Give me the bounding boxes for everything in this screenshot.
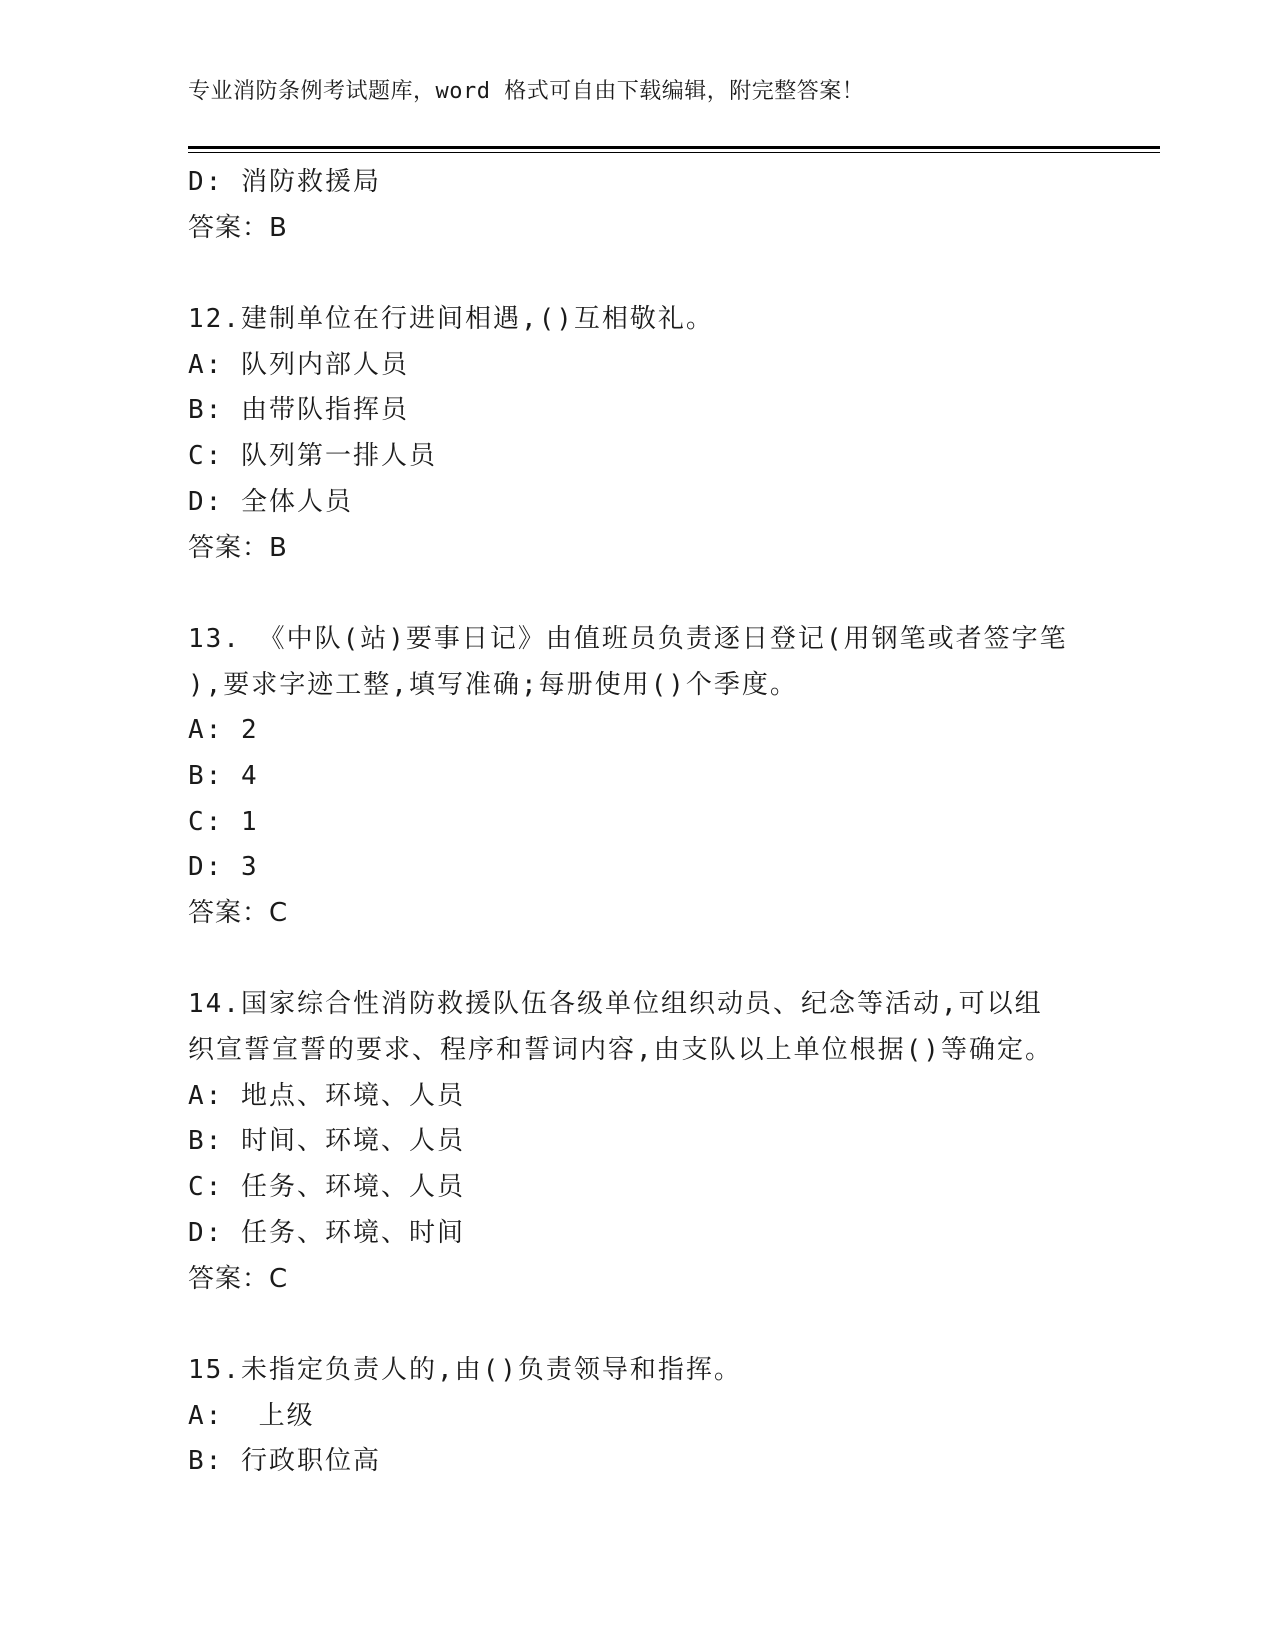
answer-line: 答案：C — [188, 1263, 289, 1294]
option-d: D: 任务、环境、时间 — [188, 1217, 465, 1248]
option-d: D: 全体人员 — [188, 486, 353, 517]
option-b: B: 行政职位高 — [188, 1446, 381, 1477]
question-stem: 12.建制单位在行进间相遇,()互相敬礼。 — [188, 304, 714, 335]
option-a: A: 地点、环境、人员 — [188, 1080, 465, 1111]
question-stem: 14.国家综合性消防救援队伍各级单位组织动员、纪念等活动,可以组 — [188, 989, 1043, 1020]
answer-line: 答案：B — [188, 212, 288, 243]
option-c: C: 1 — [188, 806, 259, 837]
option-b: B: 时间、环境、人员 — [188, 1126, 465, 1157]
header-rule-thick — [188, 146, 1160, 149]
question-stem-continued: ),要求字迹工整,填写准确;每册使用()个季度。 — [188, 669, 798, 700]
option-a: A: 上级 — [188, 1400, 315, 1431]
option-d: D: 3 — [188, 852, 259, 883]
answer-line: 答案：C — [188, 898, 289, 928]
option-c: C: 队列第一排人员 — [188, 441, 437, 472]
question-stem: 15.未指定负责人的,由()负责领导和指挥。 — [188, 1354, 742, 1385]
page-header: 专业消防条例考试题库，word 格式可自由下载编辑，附完整答案！ — [188, 79, 865, 104]
option-b: B: 由带队指挥员 — [188, 395, 409, 426]
question-stem-continued: 织宣誓宣誓的要求、程序和誓词内容,由支队以上单位根据()等确定。 — [188, 1035, 1053, 1066]
option-c: C: 任务、环境、人员 — [188, 1172, 465, 1203]
option-d: D: 消防救援局 — [188, 167, 381, 197]
document-body — [188, 160, 1088, 1485]
option-b: B: 4 — [188, 760, 259, 791]
header-rule-thin — [188, 152, 1160, 153]
option-a: A: 2 — [188, 715, 259, 746]
answer-line: 答案：B — [188, 532, 288, 563]
question-stem: 13. 《中队(站)要事日记》由值班员负责逐日登记(用钢笔或者签字笔 — [188, 623, 1068, 654]
option-a: A: 队列内部人员 — [188, 349, 409, 380]
